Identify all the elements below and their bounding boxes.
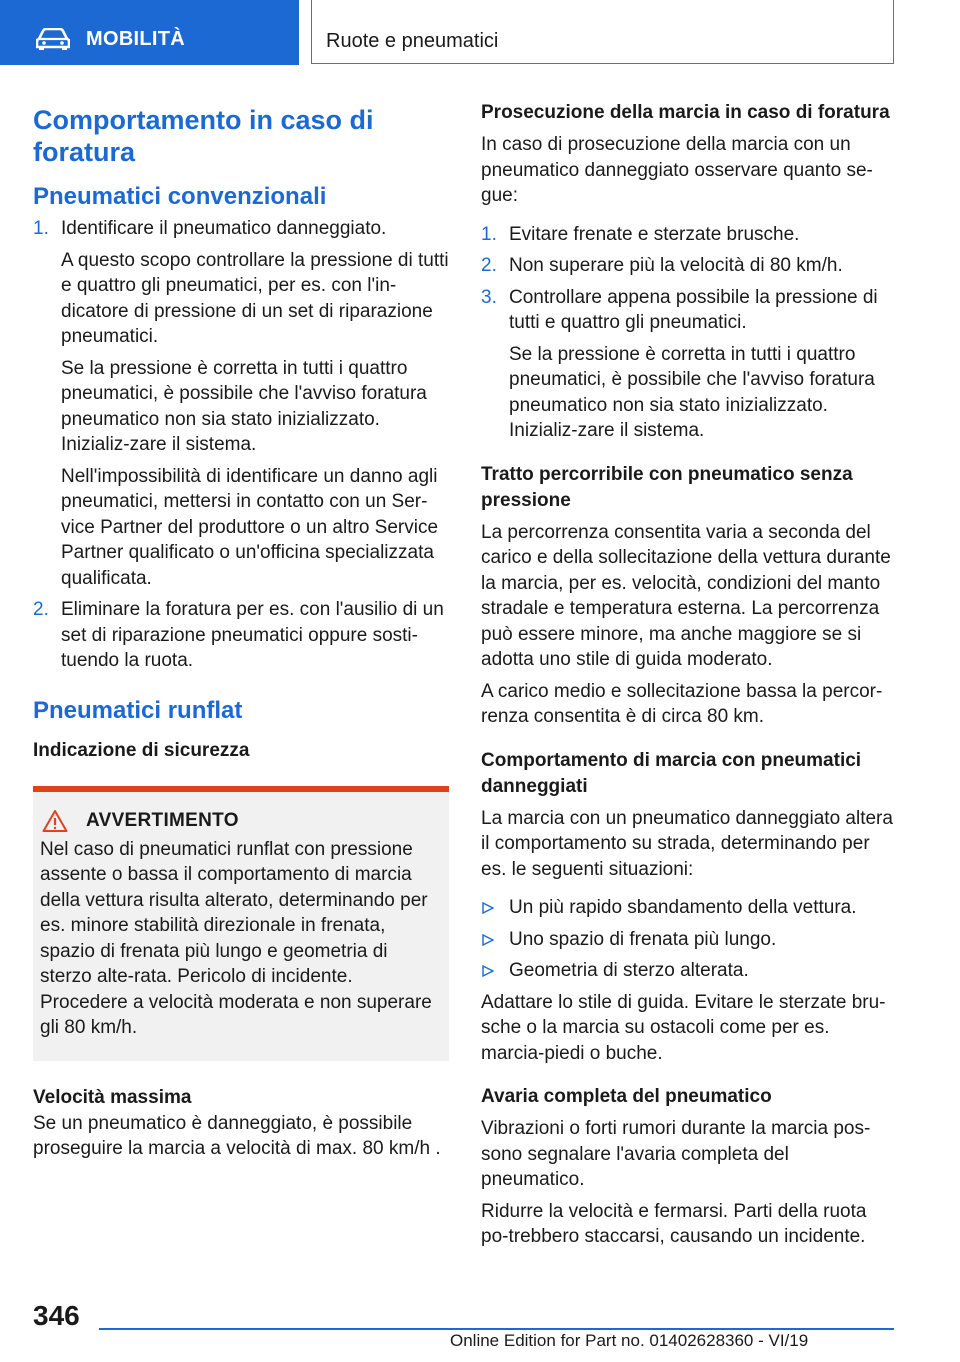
section-tab	[0, 0, 299, 65]
bullet-triangle-icon	[482, 965, 494, 977]
step-number: 1.	[33, 218, 49, 239]
heading-safety: Indicazione di sicurezza	[33, 739, 250, 761]
heading-continuation: Prosecuzione della marcia in caso di foratura	[481, 102, 890, 123]
step-text: Non superare più la velocità di 80 km/h.	[509, 255, 843, 276]
paragraph: Adattare lo stile di guida. Evitare le sterzate bru-sche o la marcia su ostacoli come per es. marcia-piedi o buche.	[481, 991, 886, 1064]
warning-text: Nel caso di pneumatici runflat con pressione assente o bassa il comportamento di marcia della vettura risulta alterato, determinando per es. minore stabilità direzionale in frenata, spazio di frenata più lungo e geometria di sterzo alte-rata. Pericolo di incidente. Procedere a velocità moderata e non superare gli 80 km/h.	[40, 838, 432, 1038]
step-text: Evitare frenate e sterzate brusche.	[509, 223, 800, 245]
heading-conventional-tires: Pneumatici convenzionali	[33, 183, 327, 210]
step-number: 2.	[33, 599, 49, 620]
step-note: Se la pressione è corretta in tutti i quattro pneumatici, è possibile che l'avviso foratura pneumatico non sia stato inizializzato. Inizializ-zare il sistema.	[509, 343, 875, 441]
step-text: Controllare appena possibile la pressione di tutti e quattro gli pneumatici.	[509, 286, 878, 333]
paragraph: In caso di prosecuzione della marcia con un pneumatico danneggiato osservare quanto se-gue:	[481, 134, 873, 206]
heading-driving-behaviour: Comportamento di marcia con pneumatici danneggiati	[481, 749, 862, 797]
warning-triangle-icon	[42, 809, 68, 833]
heading-range: Tratto percorribile con pneumatico senza pressione	[481, 463, 853, 511]
left-column	[33, 100, 449, 1162]
section-label: MOBILITÀ	[86, 28, 186, 50]
chapter-title: Ruote e pneumatici	[326, 30, 499, 52]
page-number: 346	[33, 1300, 80, 1331]
car-icon	[36, 28, 70, 50]
bullet-text: Uno spazio di frenata più lungo.	[509, 928, 777, 950]
heading-tire-failure: Avaria completa del pneumatico	[481, 1086, 772, 1107]
step-note: Se la pressione è corretta in tutti i quattro pneumatici, è possibile che l'avviso foratura pneumatico non sia stato inizializzato. Inizializ-zare il sistema.	[61, 357, 427, 455]
paragraph: Se un pneumatico è danneggiato, è possibile proseguire la marcia a velocità di max. 80 km/h .	[33, 1112, 441, 1159]
paragraph: Ridurre la velocità e fermarsi. Parti della ruota po-trebbero staccarsi, causando un incidente.	[481, 1200, 867, 1247]
warning-box	[33, 786, 449, 1061]
footer-divider	[99, 1328, 894, 1330]
bullet-triangle-icon	[482, 934, 494, 946]
bullet-text: Un più rapido sbandamento della vettura.	[509, 897, 857, 918]
list-item	[33, 597, 449, 674]
list-item	[481, 958, 897, 984]
list-item	[481, 285, 897, 444]
warning-title: AVVERTIMENTO	[86, 809, 239, 831]
step-number: 3.	[481, 286, 497, 308]
list-item	[481, 222, 897, 248]
paragraph: La marcia con un pneumatico danneggiato altera il comportamento su strada, determinando per es. le seguenti situazioni:	[481, 807, 893, 880]
bullet-text: Geometria di sterzo alterata.	[509, 960, 749, 981]
paragraph: A carico medio e sollecitazione bassa la percor-renza consentita è di circa 80 km.	[481, 680, 883, 727]
step-text: Eliminare la foratura per es. con l'ausilio di un set di riparazione pneumatici oppure sosti-tuendo la ruota.	[61, 599, 444, 671]
heading-max-speed: Velocità massima	[33, 1086, 192, 1108]
footer-edition-text: Online Edition for Part no. 01402628360 - VI/19	[450, 1331, 809, 1350]
page-title: Comportamento in caso di foratura	[33, 105, 374, 167]
list-item	[33, 216, 449, 591]
step-note: A questo scopo controllare la pressione di tutti e quattro gli pneumatici, per es. con l'in-dicatore di pressione di un set di riparazione pneumatici.	[61, 249, 449, 347]
paragraph: La percorrenza consentita varia a seconda del carico e della sollecitazione della vettura durante la marcia, per es. velocità, condizioni del manto stradale e temperatura esterna. La percorrenza può essere minore, ma anche maggiore se si adotta uno stile di guida moderato.	[481, 521, 891, 670]
step-number: 1.	[481, 223, 497, 245]
step-number: 2.	[481, 255, 497, 276]
paragraph: Vibrazioni o forti rumori durante la marcia pos-sono segnalare l'avaria completa del pneumatico.	[481, 1118, 871, 1190]
step-text: Identificare il pneumatico danneggiato.	[61, 218, 387, 239]
list-item	[481, 927, 897, 953]
list-item	[481, 253, 897, 279]
step-note: Nell'impossibilità di identificare un danno agli pneumatici, mettersi in contatto con un Ser-vice Partner del produttore o un altro Service Partner qualificato o un'officina specializzata qualificata.	[61, 465, 439, 589]
heading-runflat-tires: Pneumatici runflat	[33, 696, 243, 724]
bullet-triangle-icon	[482, 902, 494, 914]
right-column	[481, 100, 897, 1250]
list-item	[481, 895, 897, 921]
